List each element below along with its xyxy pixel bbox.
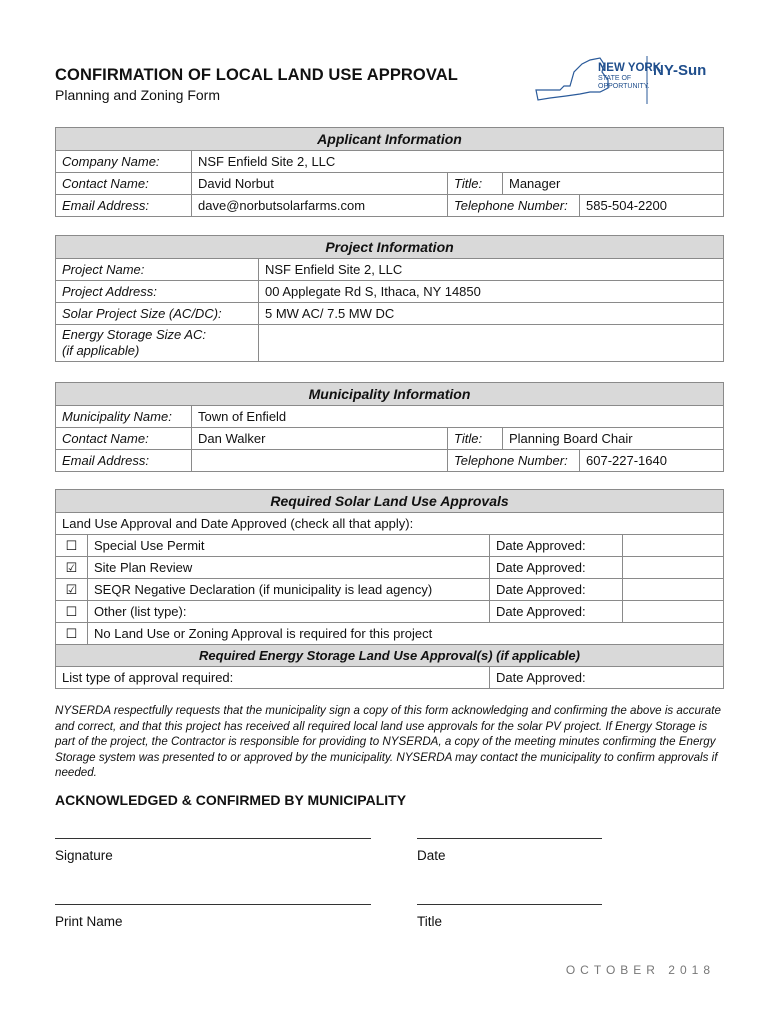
title-line[interactable] xyxy=(417,904,602,905)
municipality-email-field[interactable] xyxy=(192,450,448,472)
approvals-table xyxy=(55,489,724,689)
form-title: CONFIRMATION OF LOCAL LAND USE APPROVAL xyxy=(55,66,458,84)
municipality-name-label: Municipality Name: xyxy=(56,406,192,428)
municipality-email-label: Email Address: xyxy=(56,450,192,472)
municipality-name-field[interactable]: Town of Enfield xyxy=(192,406,724,428)
logo-state-of-text: STATE OF xyxy=(598,75,632,82)
contact-name-field[interactable]: David Norbut xyxy=(192,173,448,195)
municipality-table xyxy=(55,382,724,472)
special-use-permit-checkbox[interactable]: ☐ xyxy=(56,535,88,557)
project-table xyxy=(55,235,724,362)
date-label: Date xyxy=(417,848,446,863)
project-address-label: Project Address: xyxy=(56,281,259,303)
date-approved-label: Date Approved: xyxy=(490,579,623,601)
seqr-negative-declaration-checkbox[interactable]: ☑ xyxy=(56,579,88,601)
logo-opportunity-text: OPPORTUNITY. xyxy=(598,83,650,90)
title-field[interactable]: Manager xyxy=(503,173,724,195)
print-name-label: Print Name xyxy=(55,914,123,929)
print-name-line[interactable] xyxy=(55,904,371,905)
email-label: Email Address: xyxy=(56,195,192,217)
seqr-negative-declaration-label: SEQR Negative Declaration (if municipality is lead agency) xyxy=(88,579,490,601)
acknowledgement-heading: ACKNOWLEDGED & CONFIRMED BY MUNICIPALITY xyxy=(55,792,407,808)
footer-date: OCTOBER 2018 xyxy=(565,963,715,977)
date-approved-label: Date Approved: xyxy=(490,601,623,623)
email-field[interactable]: dave@norbutsolarfarms.com xyxy=(192,195,448,217)
municipality-contact-field[interactable]: Dan Walker xyxy=(192,428,448,450)
energy-storage-label-line1: Energy Storage Size AC: xyxy=(62,327,207,342)
storage-approval-list-field[interactable]: List type of approval required: xyxy=(56,667,490,689)
site-plan-review-label: Site Plan Review xyxy=(88,557,490,579)
company-name-label: Company Name: xyxy=(56,151,192,173)
applicant-table xyxy=(55,127,724,217)
energy-storage-label xyxy=(56,325,259,362)
municipality-telephone-label: Telephone Number: xyxy=(448,450,580,472)
municipality-title-field[interactable]: Planning Board Chair xyxy=(503,428,724,450)
project-name-field[interactable]: NSF Enfield Site 2, LLC xyxy=(259,259,724,281)
approvals-heading: Required Solar Land Use Approvals xyxy=(56,490,724,513)
approvals-instruction: Land Use Approval and Date Approved (check all that apply): xyxy=(56,513,724,535)
title-signature-label: Title xyxy=(417,914,443,929)
telephone-field[interactable]: 585-504-2200 xyxy=(580,195,724,217)
energy-storage-field[interactable] xyxy=(259,325,724,362)
project-heading: Project Information xyxy=(56,236,724,259)
project-size-field[interactable]: 5 MW AC/ 7.5 MW DC xyxy=(259,303,724,325)
no-approval-required-checkbox[interactable]: ☐ xyxy=(56,623,88,645)
site-plan-review-date-field[interactable] xyxy=(623,557,724,579)
municipality-telephone-field[interactable]: 607-227-1640 xyxy=(580,450,724,472)
other-approval-date-field[interactable] xyxy=(623,601,724,623)
applicant-heading: Applicant Information xyxy=(56,128,724,151)
no-approval-required-label: No Land Use or Zoning Approval is required for this project xyxy=(88,623,724,645)
company-name-field[interactable]: NSF Enfield Site 2, LLC xyxy=(192,151,724,173)
date-approved-label: Date Approved: xyxy=(490,557,623,579)
special-use-permit-date-field[interactable] xyxy=(623,535,724,557)
site-plan-review-checkbox[interactable]: ☑ xyxy=(56,557,88,579)
nyserda-request-paragraph: NYSERDA respectfully requests that the municipality sign a copy of this form acknowledging and confirming the above is accurate and correct, and that this project has received all required local land use approvals for the solar PV project. If Energy Storage is part of the project, the Contractor is responsible for providing to NYSERDA, a copy of the meeting minutes confirming the Energy Storage system was presented to or approved by the municipality. NYSERDA may contact the municipality to confirm approvals if needed. xyxy=(55,704,721,779)
logo-new-york-text: NEW YORK xyxy=(598,62,662,74)
telephone-label: Telephone Number: xyxy=(448,195,580,217)
storage-approvals-heading: Required Energy Storage Land Use Approval(s) (if applicable) xyxy=(56,645,724,667)
project-name-label: Project Name: xyxy=(56,259,259,281)
project-address-field[interactable]: 00 Applegate Rd S, Ithaca, NY 14850 xyxy=(259,281,724,303)
municipality-contact-label: Contact Name: xyxy=(56,428,192,450)
nys-nysun-logo xyxy=(530,50,720,110)
other-approval-checkbox[interactable]: ☐ xyxy=(56,601,88,623)
project-size-label: Solar Project Size (AC/DC): xyxy=(56,303,259,325)
signature-label: Signature xyxy=(55,848,113,863)
municipality-heading: Municipality Information xyxy=(56,383,724,406)
storage-date-approved-field[interactable]: Date Approved: xyxy=(490,667,724,689)
energy-storage-label-line2: (if applicable) xyxy=(62,343,140,358)
seqr-negative-declaration-date-field[interactable] xyxy=(623,579,724,601)
other-approval-label: Other (list type): xyxy=(88,601,490,623)
contact-name-label: Contact Name: xyxy=(56,173,192,195)
logo-nysun-text: NY-Sun xyxy=(653,62,707,79)
form-subtitle: Planning and Zoning Form xyxy=(55,87,220,103)
special-use-permit-label: Special Use Permit xyxy=(88,535,490,557)
municipality-title-label: Title: xyxy=(448,428,503,450)
date-approved-label: Date Approved: xyxy=(490,535,623,557)
signature-line[interactable] xyxy=(55,838,371,839)
title-label: Title: xyxy=(448,173,503,195)
date-line[interactable] xyxy=(417,838,602,839)
